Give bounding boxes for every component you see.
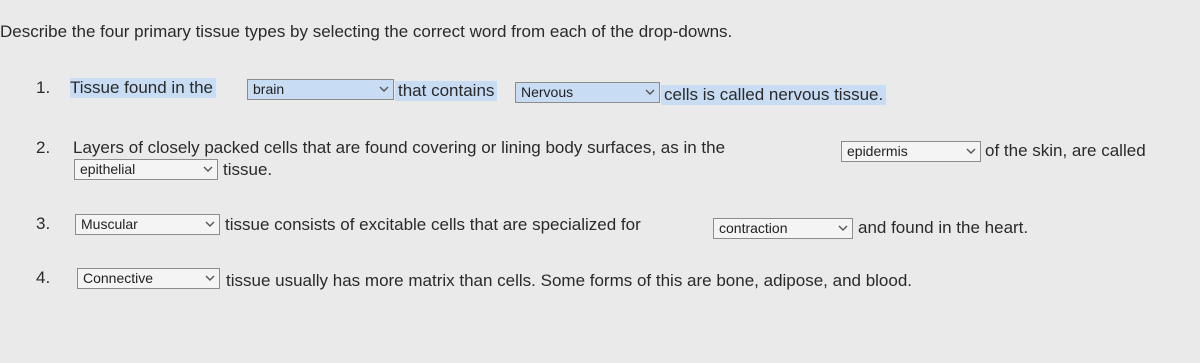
item-3-text-b: and found in the heart. [858,218,1029,237]
chevron-down-icon [204,218,216,230]
item-2-select-tissue[interactable] [74,159,218,180]
chevron-down-icon [644,86,656,98]
chevron-down-icon [837,222,849,234]
item-1-text-c: cells is called nervous tissue. [661,85,886,105]
selected-value: Nervous [521,84,574,100]
item-1-text-b: that contains [395,81,497,101]
chevron-down-icon [965,145,977,157]
item-3-select-tissue[interactable] [75,214,220,235]
item-1-text-a: Tissue found in the [70,78,216,98]
item-number-2: 2. [36,138,51,157]
selected-value: epithelial [80,161,136,177]
item-3-select-function[interactable] [713,218,853,239]
item-number-3: 3. [36,214,51,233]
selected-value: contraction [719,220,788,236]
item-4-text-a: tissue usually has more matrix than cells. Some forms of this are bone, adipose, and blood. [226,271,913,290]
selected-value: brain [253,81,285,97]
item-1-select-organ[interactable] [247,79,394,100]
selected-value: Muscular [81,216,138,232]
item-2-text-c: tissue. [223,160,273,179]
selected-value: Connective [83,270,154,286]
item-2-select-example[interactable] [841,141,981,162]
item-number-1: 1. [36,78,51,97]
chevron-down-icon [202,163,214,175]
chevron-down-icon [378,83,390,95]
item-3-text-a: tissue consists of excitable cells that are specialized for [225,215,641,234]
item-4-select-tissue[interactable] [77,268,220,289]
item-2-text-a: Layers of closely packed cells that are found covering or lining body surfaces, as in the [73,138,726,157]
chevron-down-icon [204,272,216,284]
instruction-text: Describe the four primary tissue types by selecting the correct word from each of the drop-downs. [0,22,733,41]
item-number-4: 4. [36,268,51,287]
item-2-text-b: of the skin, are called [985,141,1146,160]
selected-value: epidermis [847,143,908,159]
item-1-select-cell-type[interactable] [515,82,660,103]
